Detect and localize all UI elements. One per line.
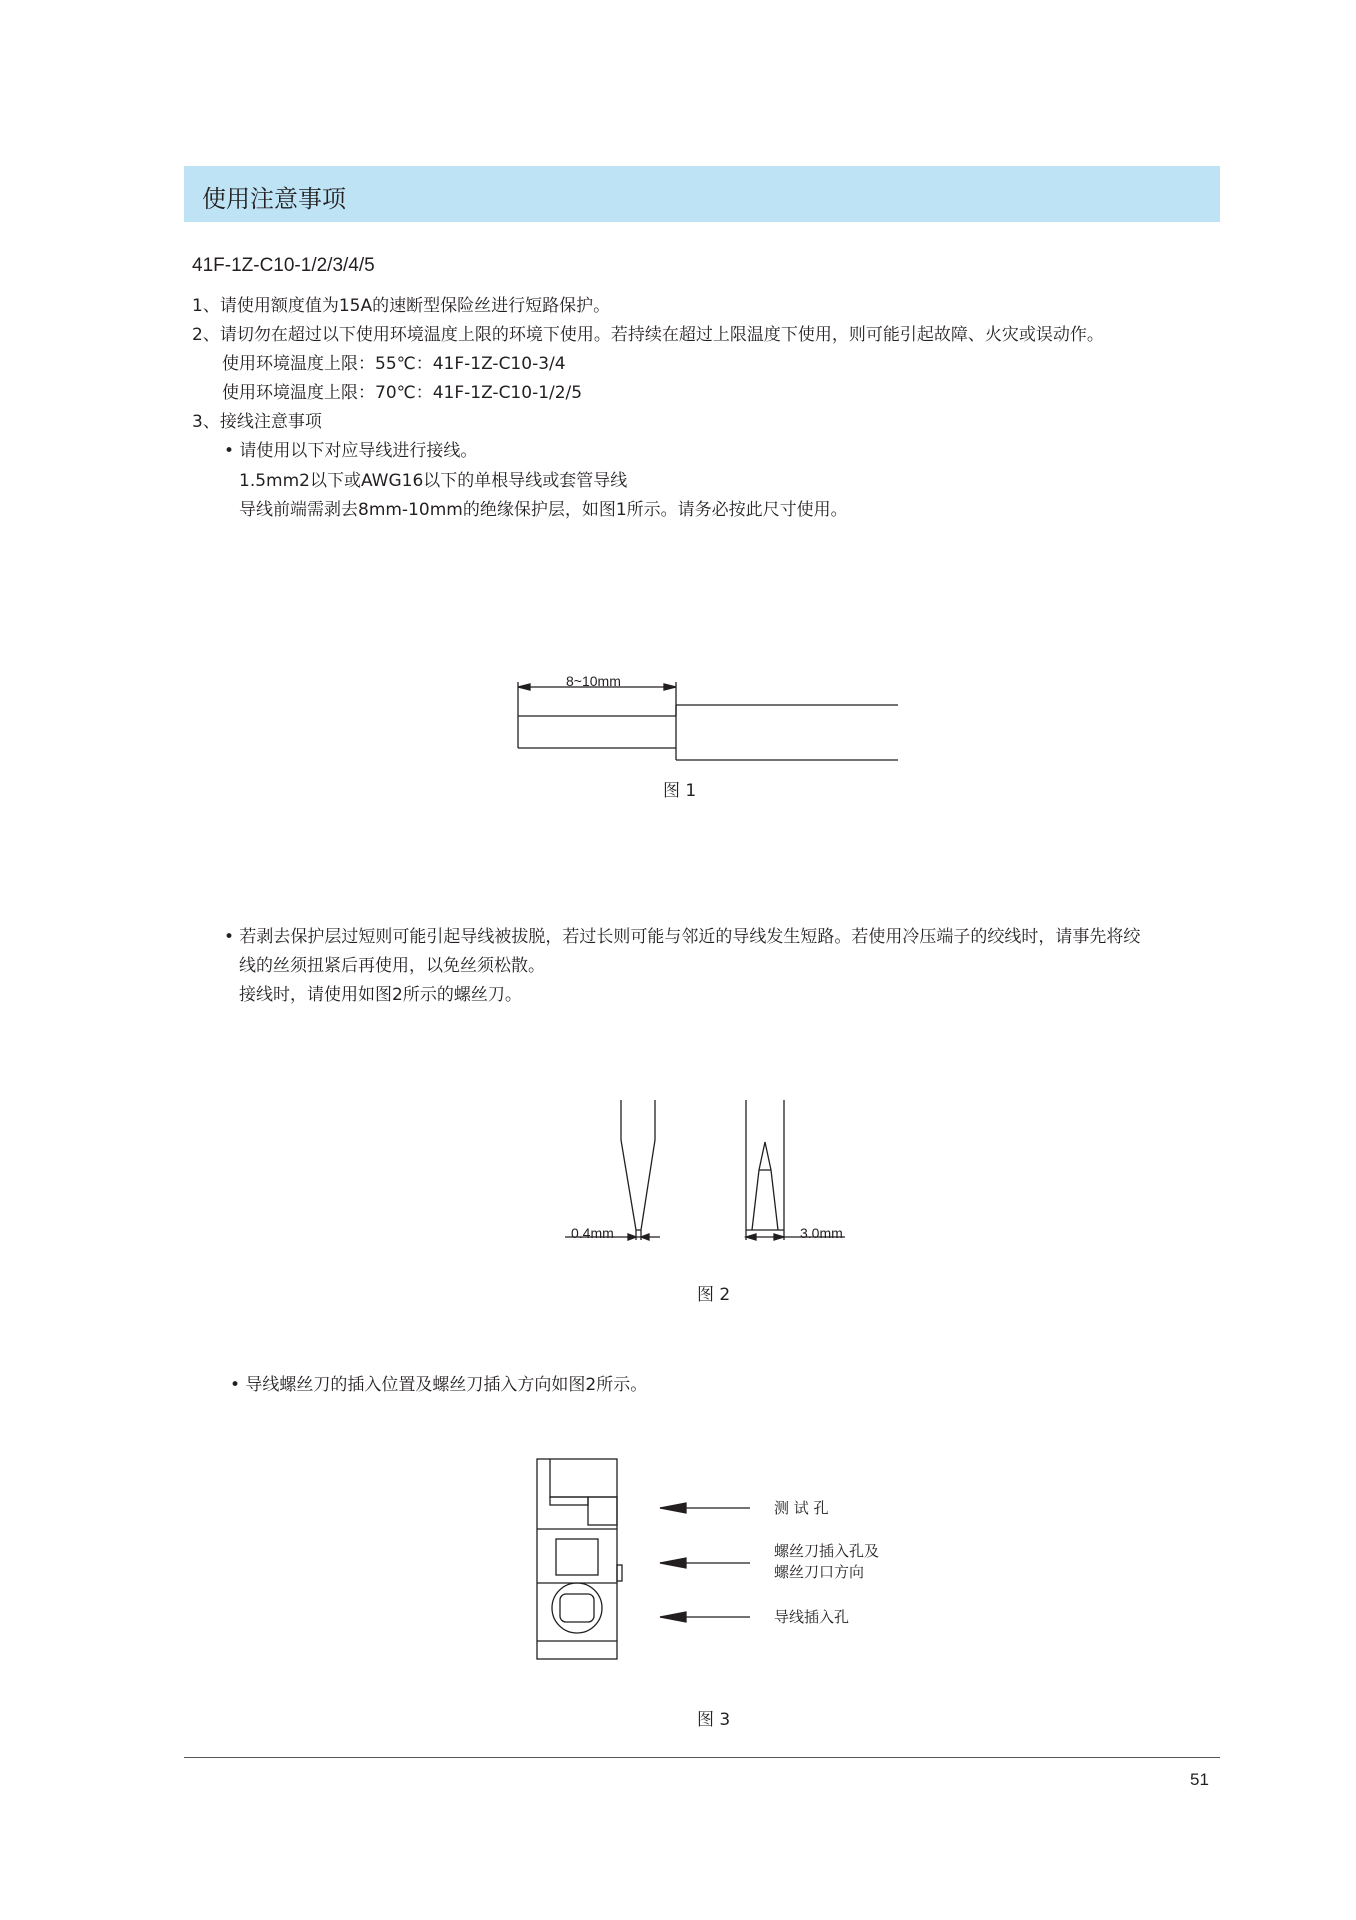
item-2-temp-70: 使用环境温度上限：70℃：41F-1Z-C10-1/2/5	[222, 383, 583, 403]
test-hole-lip	[550, 1497, 588, 1505]
bullet-2-line-1: • 若剥去保护层过短则可能引起导线被拔脱，若过长则可能与邻近的导线发生短路。若使用冷压端子的绞线时，请事先将绞	[224, 927, 1141, 947]
item-2: 2、请切勿在超过以下使用环境温度上限的环境下使用。若持续在超过上限温度下使用，则可能引起故障、火灾或误动作。	[192, 325, 1104, 345]
arrow-test-hole-head	[660, 1503, 686, 1513]
screwdriver-hole	[556, 1539, 598, 1575]
item-2-temp-55: 使用环境温度上限：55℃：41F-1Z-C10-3/4	[222, 354, 566, 374]
section-title: 使用注意事项	[202, 185, 346, 213]
figure-2-caption: 图 2	[697, 1285, 731, 1305]
section-header	[184, 166, 1220, 222]
figure-1-wire-diagram	[500, 660, 920, 770]
figure-1-caption: 图 1	[663, 781, 697, 801]
label-screwdriver-hole-1: 螺丝刀插入孔及	[774, 1542, 880, 1560]
test-hole-step	[550, 1459, 617, 1497]
label-wire-hole: 导线插入孔	[774, 1608, 850, 1626]
arrow-wire-hole-head	[660, 1612, 686, 1622]
side-tab	[617, 1565, 622, 1581]
label-screwdriver-hole-2: 螺丝刀口方向	[774, 1563, 865, 1581]
front-blade	[752, 1142, 778, 1230]
model-number: 41F-1Z-C10-1/2/3/4/5	[192, 255, 375, 276]
figure-1-dimension: 8~10mm	[566, 673, 621, 689]
arrow-screwdriver-head	[660, 1558, 686, 1568]
bullet-3: • 导线螺丝刀的插入位置及螺丝刀插入方向如图2所示。	[230, 1375, 648, 1395]
page-number: 51	[1190, 1770, 1209, 1789]
footer-divider	[184, 1757, 1220, 1758]
figure-2-right-dimension: 3.0mm	[800, 1225, 843, 1241]
wire-hole-inner	[560, 1594, 594, 1622]
side-dim-arrow-left	[628, 1234, 636, 1240]
dim-arrow-right	[664, 684, 676, 690]
bullet-1-strip-length: 导线前端需剥去8mm-10mm的绝缘保护层，如图1所示。请务必按此尺寸使用。	[239, 500, 848, 520]
label-test-hole: 测 试 孔	[774, 1499, 829, 1517]
figure-2-left-dimension: 0.4mm	[571, 1225, 614, 1241]
front-dim-arrow-right	[774, 1234, 784, 1240]
side-taper-left	[621, 1140, 636, 1230]
figure-3-caption: 图 3	[697, 1710, 731, 1730]
item-3: 3、接线注意事项	[192, 412, 322, 432]
figure-3-terminal-diagram	[530, 1455, 770, 1665]
bullet-1: • 请使用以下对应导线进行接线。	[224, 441, 478, 461]
dim-arrow-left	[518, 684, 530, 690]
bullet-2-line-3: 接线时，请使用如图2所示的螺丝刀。	[239, 985, 522, 1005]
bullet-1-wire-spec: 1.5mm2以下或AWG16以下的单根导线或套管导线	[239, 471, 628, 491]
side-dim-arrow-right	[641, 1234, 649, 1240]
side-taper-right	[641, 1140, 655, 1230]
terminal-body	[537, 1459, 617, 1659]
bullet-2-line-2: 线的丝须扭紧后再使用，以免丝须松散。	[239, 956, 545, 976]
front-dim-arrow-left	[746, 1234, 756, 1240]
item-1: 1、请使用额度值为15A的速断型保险丝进行短路保护。	[192, 296, 611, 316]
test-hole	[588, 1497, 617, 1525]
